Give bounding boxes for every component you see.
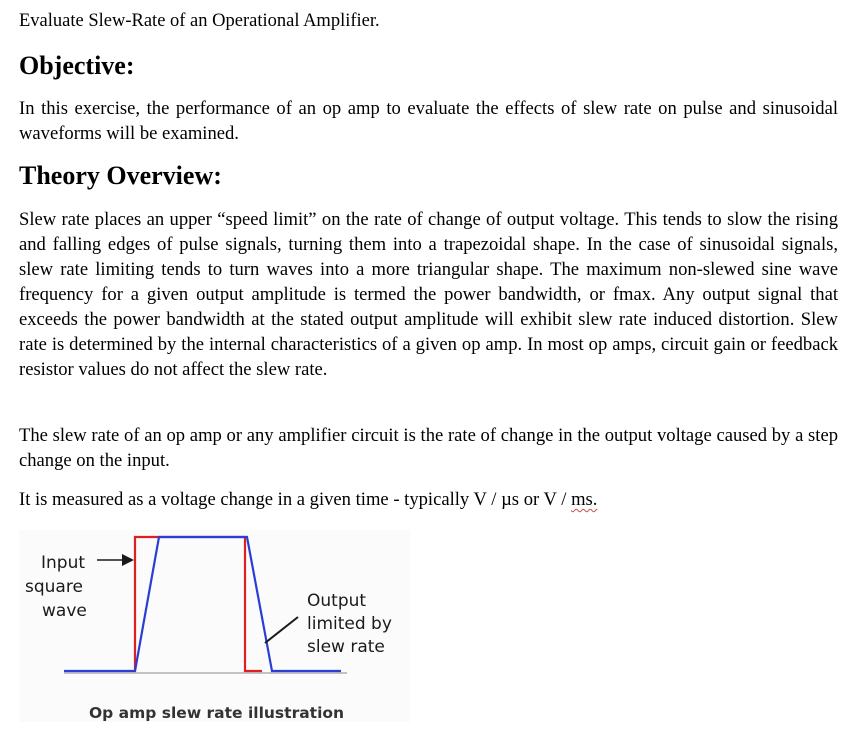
objective-heading: Objective: [19, 51, 135, 80]
theory-paragraph-1: Slew rate places an upper “speed limit” on the rate of change of output voltage. This tends to slow the rising and falling edges of pulse signals, turning them into a trapezoidal shape. In the case of sinusoidal signals, slew rate limiting tends to turn waves into a more triangular shape. The maximum non-slewed sine wave frequency for a given output amplitude is termed the power bandwidth, or fmax. Any output signal that exceeds the power bandwidth at the stated output amplitude will exhibit slew rate induced distortion. Slew rate is determined by the internal characteristics of a given op amp. In most op amps, circuit gain or feedback resistor values do not affect the slew rate. [19, 209, 838, 380]
slew-rate-figure [19, 530, 410, 722]
theory-paragraph-2: The slew rate of an op amp or any amplifier circuit is the rate of change in the output voltage caused by a step change on the input. [19, 425, 838, 471]
output-label-line-2: limited by [307, 614, 392, 634]
output-pointer [265, 617, 298, 643]
document-title: Evaluate Slew-Rate of an Operational Amplifier. [19, 11, 380, 31]
figure-caption: Op amp slew rate illustration [89, 704, 345, 722]
input-label-line-2: square [25, 577, 83, 597]
slew-rate-illustration [19, 530, 410, 722]
objective-paragraph: In this exercise, the performance of an op amp to evaluate the effects of slew rate on pulse and sinusoidal waveforms will be examined. [19, 98, 838, 144]
input-square-wave [135, 537, 262, 671]
output-label-line-1: Output [307, 591, 367, 611]
output-label-line-3: slew rate [307, 637, 385, 657]
theory-paragraph-3-text: It is measured as a voltage change in a given time - typically V / µs or V / [19, 489, 572, 510]
theory-heading: Theory Overview: [19, 161, 222, 190]
output-slew-limited-wave [64, 537, 341, 671]
input-label-line-3: wave [42, 601, 87, 621]
input-label-line-1: Input [41, 553, 86, 573]
spellcheck-flagged-word: ms. [571, 489, 598, 510]
theory-paragraph-3 [19, 487, 838, 512]
